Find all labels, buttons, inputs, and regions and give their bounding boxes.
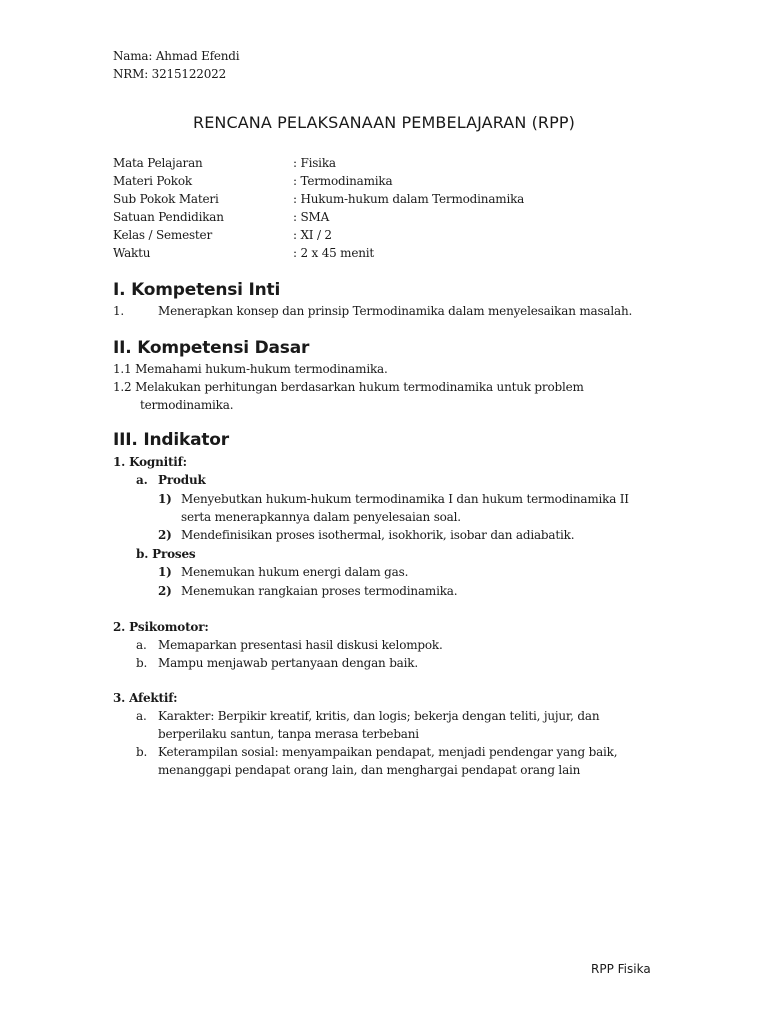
info-key: Sub Pokok Materi [113, 192, 219, 206]
info-value: : Fisika [293, 156, 336, 170]
afektif-b-cont: menanggapi pendapat orang lain, dan menghargai pendapat orang lain [158, 763, 581, 777]
afektif-label: 3. Afektif: [113, 691, 178, 705]
afektif-b-marker: b. [136, 745, 148, 759]
kognitif-label: 1. Kognitif: [113, 455, 187, 469]
info-value: : XI / 2 [293, 228, 332, 242]
info-row [113, 190, 524, 208]
produk-item-1: Menyebutkan hukum-hukum termodinamika I dan hukum termodinamika II [181, 492, 629, 506]
produk-item-1-cont: serta menerapkannya dalam penyelesaian soal. [181, 510, 461, 524]
author-nrm: NRM: 3215122022 [113, 67, 227, 81]
info-key: Kelas / Semester [113, 228, 212, 242]
info-key: Satuan Pendidikan [113, 210, 224, 224]
afektif-b: Keterampilan sosial: menyampaikan pendapat, menjadi pendengar yang baik, [158, 745, 618, 759]
produk-item-2: Mendefinisikan proses isothermal, isokhorik, isobar dan adiabatik. [181, 528, 575, 542]
afektif-a-marker: a. [136, 709, 147, 723]
proses-item-1-marker: 1) [158, 565, 172, 579]
produk-label: Produk [158, 473, 206, 487]
info-key: Waktu [113, 246, 151, 260]
ki-text: Menerapkan konsep dan prinsip Termodinamika dalam menyelesaikan masalah. [158, 304, 633, 318]
produk-item-1-marker: 1) [158, 492, 172, 506]
heading-indikator: III. Indikator [113, 430, 229, 450]
proses-item-2-marker: 2) [158, 584, 172, 598]
info-key: Materi Pokok [113, 174, 192, 188]
author-name: Nama: Ahmad Efendi [113, 49, 240, 63]
proses-item-2: Menemukan rangkaian proses termodinamika. [181, 584, 458, 598]
produk-item-2-marker: 2) [158, 528, 172, 542]
page-footer: RPP Fisika [591, 962, 651, 976]
document-title: RENCANA PELAKSANAAN PEMBELAJARAN (RPP) [193, 113, 575, 132]
afektif-a-cont: berperilaku santun, tanpa merasa terbebani [158, 727, 419, 741]
psikomotor-label: 2. Psikomotor: [113, 620, 209, 634]
psikomotor-a: Memaparkan presentasi hasil diskusi kelompok. [158, 638, 443, 652]
info-value: : SMA [293, 210, 330, 224]
info-key: Mata Pelajaran [113, 156, 203, 170]
psikomotor-b-marker: b. [136, 656, 148, 670]
heading-kompetensi-dasar: II. Kompetensi Dasar [113, 338, 310, 358]
info-value: : 2 x 45 menit [293, 246, 375, 260]
info-row [113, 154, 524, 172]
ki-number: 1. [113, 304, 125, 318]
kd-item-2: 1.2 Melakukan perhitungan berdasarkan hukum termodinamika untuk problem [113, 380, 584, 394]
proses-item-1: Menemukan hukum energi dalam gas. [181, 565, 409, 579]
kd-item-1: 1.1 Memahami hukum-hukum termodinamika. [113, 362, 388, 376]
info-value: : Hukum-hukum dalam Termodinamika [293, 192, 525, 206]
info-row [113, 244, 524, 262]
author-block [113, 47, 239, 83]
proses-label: b. Proses [136, 547, 196, 561]
info-row [113, 172, 524, 190]
info-table [113, 154, 524, 262]
psikomotor-a-marker: a. [136, 638, 147, 652]
info-value: : Termodinamika [293, 174, 393, 188]
produk-marker: a. [136, 473, 148, 487]
afektif-a: Karakter: Berpikir kreatif, kritis, dan logis; bekerja dengan teliti, jujur, dan [158, 709, 600, 723]
info-row [113, 226, 524, 244]
info-row [113, 208, 524, 226]
heading-kompetensi-inti: I. Kompetensi Inti [113, 280, 281, 300]
kd-item-2-cont: termodinamika. [140, 398, 234, 412]
psikomotor-b: Mampu menjawab pertanyaan dengan baik. [158, 656, 418, 670]
